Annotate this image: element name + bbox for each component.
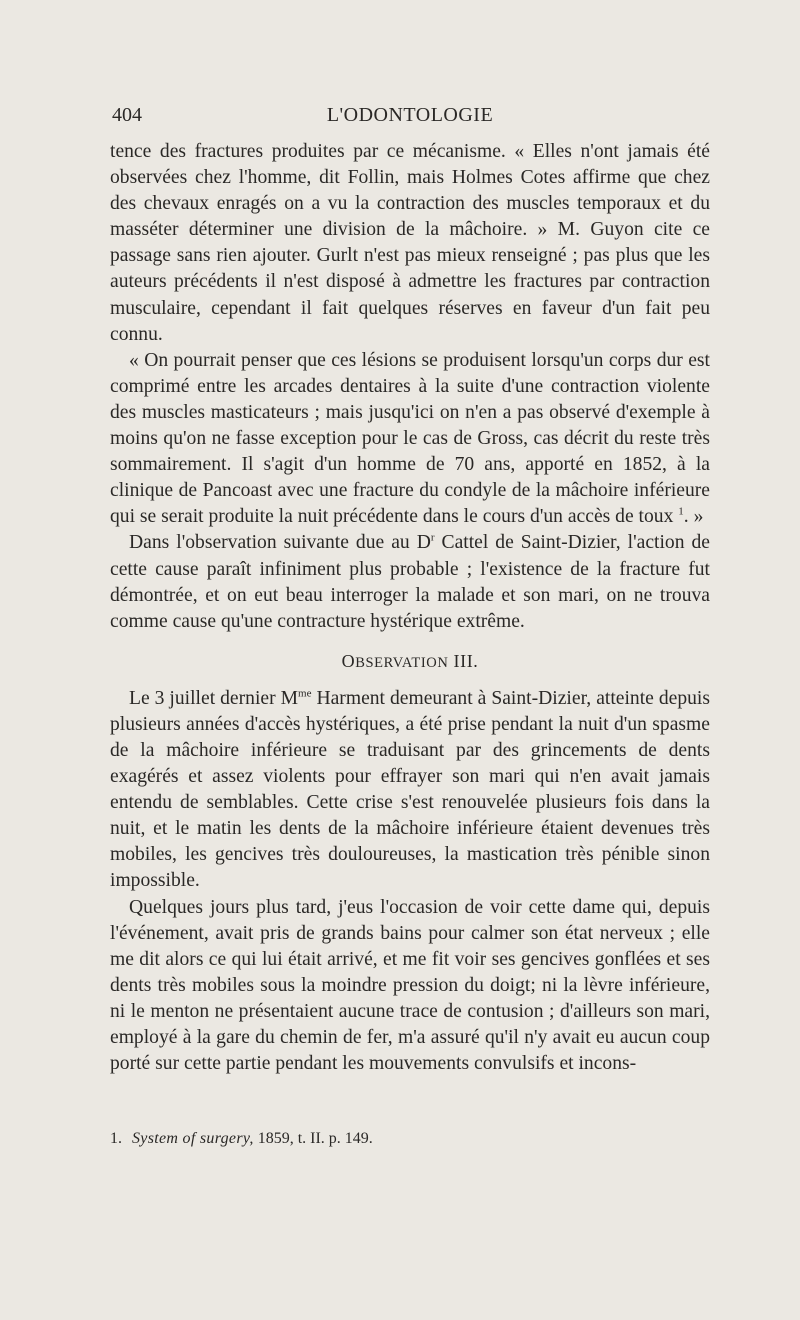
footnote-number: 1.: [110, 1130, 122, 1147]
doctor-abbrev-superscript: r: [430, 531, 435, 544]
heading-first-letter: O: [341, 650, 356, 671]
running-title: L'ODONTOLOGIE: [326, 104, 494, 126]
body-text: [110, 139, 710, 1077]
madame-abbrev-superscript: me: [298, 687, 312, 700]
footnote: [110, 1128, 710, 1150]
paragraph-3-rest: Cattel de Saint-Dizier, l'action de cette cause paraît infiniment plus probable ; l'existence de la fracture fut démontrée, et on eut beau interroger la malade et son mari, on ne trouva comme cause qu'une contracture hystérique extrême.: [110, 532, 710, 632]
page-number: 404: [112, 104, 142, 126]
paragraph-1: tence des fractures produites par ce mécanisme. « Elles n'ont jamais été observées chez l'homme, dit Follin, mais Holmes Cotes affirme que chez des chevaux enragés on a vu la contraction des muscles temporaux et du masséter déterminer une division de la mâchoire. » M. Guyon cite ce passage sans rien ajouter. Gurlt n'est pas mieux renseigné ; pas plus que les auteurs précédents il n'est disposé à admettre les fractures par contraction musculaire, cependant il fait quelques réserves en faveur d'un fait peu connu.: [110, 141, 710, 345]
footnote-title: System of surgery,: [132, 1130, 254, 1147]
paragraph-2-text: « On pourrait penser que ces lésions se produisent lorsqu'un corps dur est comprimé entre les arcades dentaires à la suite d'une contraction violente des muscles masticateurs ; mais jusqu'ici on n'en a pas observé d'exemple à moins qu'on ne fasse exception pour le cas de Gross, cas décrit du reste très sommairement. Il s'agit d'un homme de 70 ans, apporté en 1852, à la clinique de Pancoast avec une fracture du condyle de la mâchoire inférieure qui se serait produite la nuit précédente dans le cours d'un accès de toux: [110, 349, 710, 528]
paragraph-3: [110, 530, 710, 634]
paragraph-4-start: Le 3 juillet dernier M: [129, 687, 299, 709]
paragraph-3-start: Dans l'observation suivante due au D: [129, 532, 431, 554]
heading-numeral: III.: [453, 650, 479, 671]
paragraph-2: [110, 348, 710, 531]
observation-heading: [110, 648, 710, 676]
paragraph-4-rest: Harment demeurant à Saint-Dizier, atteinte depuis plusieurs années d'accès hystériques, a été prise pendant la nuit d'un spasme de la mâchoire inférieure se traduisant par des grincements de dents exagérés et assez violents pour effrayer son mari qui n'en avait jamais entendu de semblables. Cette crise s'est renouvelée plusieurs fois dans la nuit, et le matin les dents de la mâchoire inférieure étaient devenues très mobiles, les gencives très douloureuses, la mastication très pénible sinon impossible.: [110, 687, 710, 892]
paragraph-4: [110, 686, 710, 895]
footnote-reference: 1: [678, 505, 684, 518]
heading-small-caps: BSERVATION: [355, 654, 449, 671]
paragraph-2-end: . »: [683, 506, 704, 528]
paragraph-5: Quelques jours plus tard, j'eus l'occasion de voir cette dame qui, depuis l'événement, avait pris de grands bains pour calmer son état nerveux ; elle me dit alors ce qui lui était arrivé, et me fit voir ses gencives gonflées et ses dents très mobiles sous la moindre pression du doigt; ni la lèvre inférieure, ni le menton ne présentaient aucune trace de contusion ; d'ailleurs son mari, employé à la gare du chemin de fer, m'a assuré qu'il n'y avait eu aucun coup porté sur cette partie pendant les mouvements convulsifs et incons-: [110, 896, 710, 1075]
page-header: [112, 100, 708, 130]
footnote-citation: 1859, t. II. p. 149.: [257, 1130, 373, 1147]
